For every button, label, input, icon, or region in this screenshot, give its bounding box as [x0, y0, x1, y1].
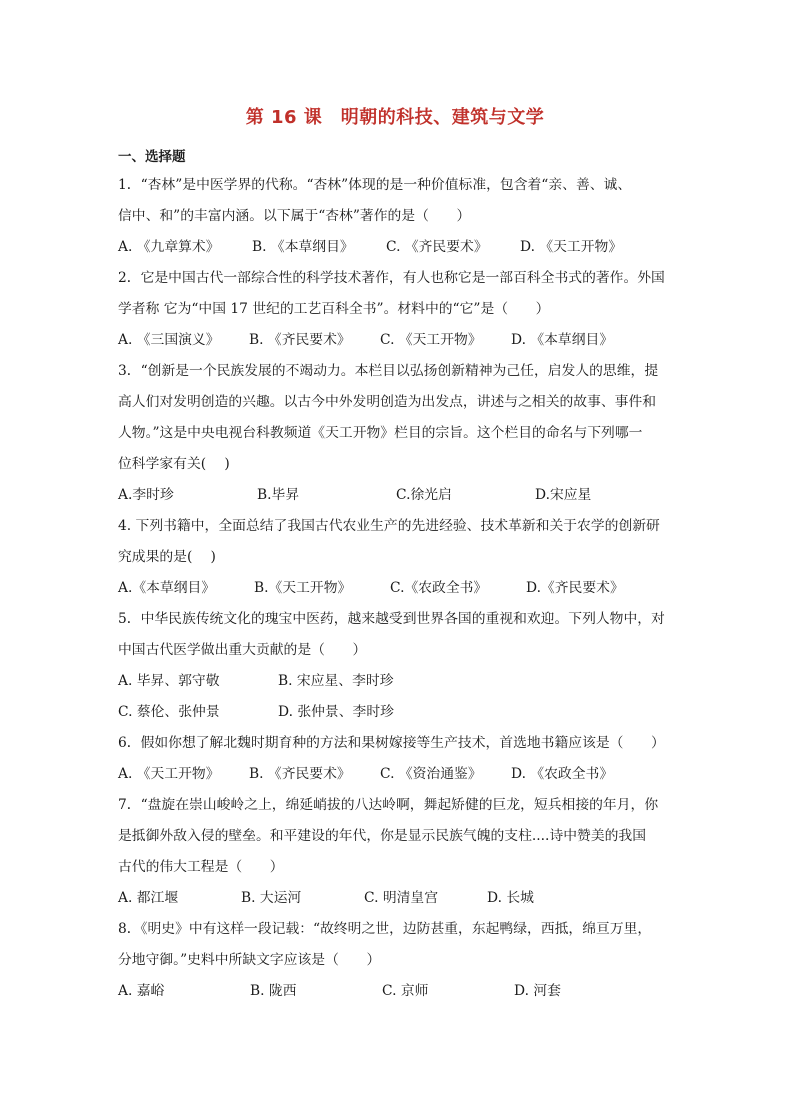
option-a: A. 毕昇、郭守敬: [118, 673, 220, 689]
option-b: B. 《齐民要术》: [249, 766, 351, 782]
option-c: C.徐光启: [396, 487, 452, 503]
question-text-line: 古代的伟大工程是（ ）: [118, 859, 284, 875]
option-b: B. 宋应星、李时珍: [278, 673, 394, 689]
option-b: B. 《本草纲目》: [252, 239, 354, 255]
option-row: [118, 697, 678, 728]
question-2: [118, 263, 678, 356]
option-a: A. 都江堰: [118, 890, 179, 906]
option-d: D. 长城: [487, 890, 534, 906]
option-a: A. 嘉峪: [118, 983, 165, 999]
option-b: B.《天工开物》: [254, 580, 352, 596]
option-d: D. 《本草纲目》: [511, 332, 614, 348]
option-c: C. 蔡伦、张仲景: [118, 704, 220, 720]
option-b: B. 陇西: [250, 983, 297, 999]
option-row: [118, 232, 678, 263]
question-text-line: 是抵御外敌入侵的壁垒。和平建设的年代，你是显示民族气魄的支柱....诗中赞美的我国: [118, 828, 647, 844]
option-row: [118, 480, 678, 511]
question-4: [118, 511, 678, 604]
option-d: D. 河套: [514, 983, 561, 999]
option-b: B. 《齐民要术》: [249, 332, 351, 348]
option-d: D. 张仲景、李时珍: [278, 704, 394, 720]
question-list: [118, 170, 678, 1007]
question-text-line: 4. 下列书籍中，全面总结了我国古代农业生产的先进经验、技术革新和关于农学的创新研: [118, 518, 660, 534]
option-d: D. 《天工开物》: [520, 239, 623, 255]
option-c: C.《农政全书》: [390, 580, 488, 596]
question-5: [118, 604, 678, 728]
question-text-line: 人物。”这是中央电视台科教频道《天工开物》栏目的宗旨。这个栏目的命名与下列哪一: [118, 425, 643, 441]
option-a: A.李时珍: [118, 487, 174, 503]
option-row: [118, 666, 678, 697]
question-text-line: 究成果的是( ): [118, 549, 216, 565]
option-b: B. 大运河: [241, 890, 302, 906]
question-8: [118, 914, 678, 1007]
option-row: [118, 573, 678, 604]
option-c: C. 明清皇宫: [364, 890, 439, 906]
option-c: C. 《齐民要术》: [386, 239, 488, 255]
option-row: [118, 883, 678, 914]
option-d: D.《齐民要术》: [526, 580, 624, 596]
question-text-line: 2．它是中国古代一部综合性的科学技术著作，有人也称它是一部百科全书式的著作。外国: [118, 270, 665, 286]
question-text-line: 中国古代医学做出重大贡献的是（ ）: [118, 642, 367, 658]
question-text-line: 高人们对发明创造的兴趣。以古今中外发明创造为出发点，讲述与之相关的故事、事件和: [118, 394, 657, 410]
option-c: C. 《资治通鉴》: [380, 766, 482, 782]
option-a: A. 《天工开物》: [118, 766, 220, 782]
question-text-line: 分地守御。”史料中所缺文字应该是（ ）: [118, 952, 381, 968]
option-a: A.《本草纲目》: [118, 580, 216, 596]
option-c: C. 京师: [382, 983, 429, 999]
question-3: [118, 356, 678, 511]
question-1: [118, 170, 678, 263]
question-text-line: 学者称 它为“中国 17 世纪的工艺百科全书”。材料中的“它”是（ ）: [118, 301, 550, 317]
option-a: A. 《三国演义》: [118, 332, 220, 348]
option-c: C. 《天工开物》: [380, 332, 482, 348]
option-row: [118, 325, 678, 356]
option-b: B.毕昇: [257, 487, 300, 503]
question-text-line: 3．“创新是一个民族发展的不竭动力。本栏目以弘扬创新精神为己任，启发人的思维，提: [118, 363, 659, 379]
question-7: [118, 790, 678, 914]
question-text-line: 8．《明史》中有这样一段记载：“故终明之世，边防甚重，东起鸭绿，西抵，绵亘万里，: [118, 921, 652, 937]
section-heading: 一、选择题: [118, 149, 186, 165]
option-d: D.宋应星: [535, 487, 592, 503]
question-text-line: 信中、和”的丰富内涵。以下属于“杏林”著作的是（ ）: [118, 208, 471, 224]
question-text-line: 1．“杏林”是中医学界的代称。“杏林”体现的是一种价值标准，包含着“亲、善、诚、: [118, 177, 632, 193]
option-row: [118, 976, 678, 1007]
question-text-line: 5．中华民族传统文化的瑰宝中医药，越来越受到世界各国的重视和欢迎。下列人物中，对: [118, 611, 665, 627]
question-text-line: 位科学家有关( ): [118, 456, 230, 472]
option-a: A. 《九章算术》: [118, 239, 220, 255]
option-row: [118, 759, 678, 790]
question-text-line: 7．“盘旋在崇山峻岭之上，绵延峭拔的八达岭啊，舞起矫健的巨龙，短兵相接的年月，你: [118, 797, 659, 813]
question-6: [118, 728, 678, 790]
option-d: D. 《农政全书》: [511, 766, 614, 782]
question-text-line: 6．假如你想了解北魏时期育种的方法和果树嫁接等生产技术，首选地书籍应该是（ ）: [118, 735, 665, 751]
page-title: 第 16 课 明朝的科技、建筑与文学: [245, 107, 545, 128]
